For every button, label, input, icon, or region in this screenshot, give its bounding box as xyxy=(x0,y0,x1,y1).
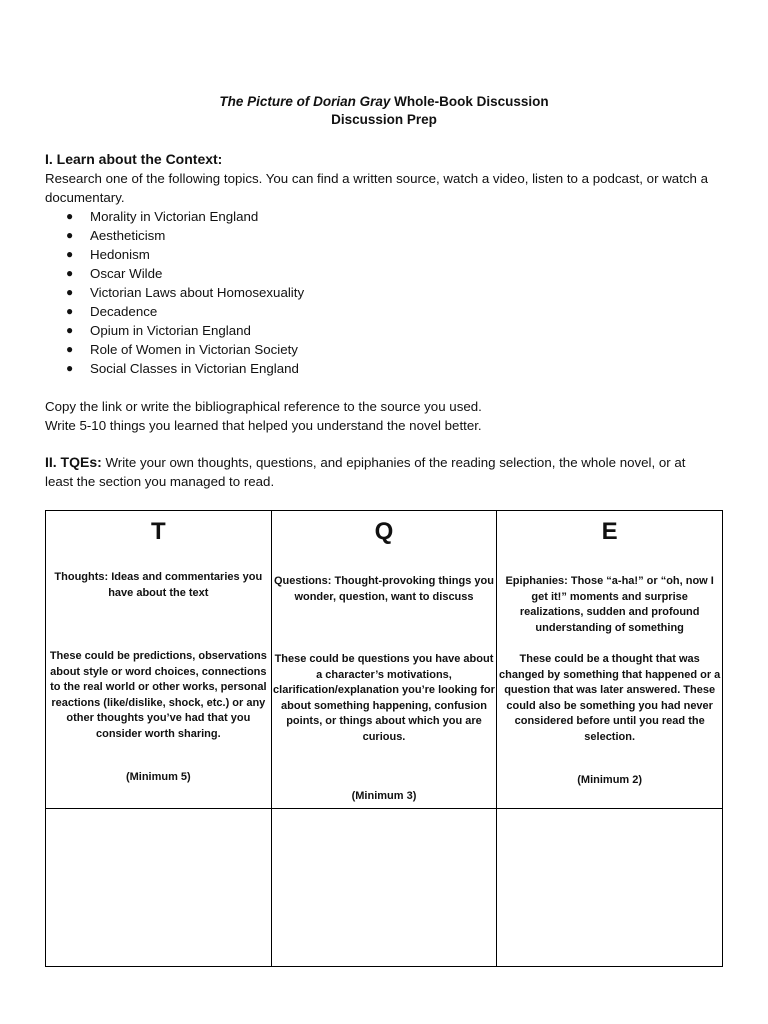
column-description: Epiphanies: Those “a-ha!” or “oh, now I get it!” moments and surprise realizations, sudden and profound understanding of something xyxy=(505,575,714,634)
bullet-icon: ● xyxy=(66,209,74,223)
column-description: Thoughts: Ideas and commentaries you have about the text xyxy=(54,571,263,599)
context-heading: I. Learn about the Context: xyxy=(45,151,223,167)
thoughts-answer-cell[interactable] xyxy=(46,809,272,967)
tqe-column-questions xyxy=(271,511,497,809)
column-letter: Q xyxy=(374,518,394,545)
list-item: ● Hedonism xyxy=(66,247,150,262)
questions-answer-cell[interactable] xyxy=(271,809,497,967)
bullet-icon: ● xyxy=(66,247,74,261)
title-line-1 xyxy=(0,93,768,111)
list-item: ● Role of Women in Victorian Society xyxy=(66,342,298,357)
bullet-icon: ● xyxy=(66,323,74,337)
table-answer-row xyxy=(46,809,723,967)
column-detail: These could be predictions, observations about style or word choices, connections to the real world or other works, personal reactions (like/dislike, shock, etc.) or any other thoughts you’ve had that you consider worth sharing. xyxy=(49,650,267,740)
list-item: ● Morality in Victorian England xyxy=(66,209,259,224)
document-title xyxy=(0,93,768,129)
column-letter: T xyxy=(150,518,166,545)
list-item: ● Aestheticism xyxy=(66,228,166,243)
column-detail: These could be questions you have about a character’s motivations, clarification/explanation you’re looking for about something happening, confusion points, or things about which you are curious. xyxy=(273,653,495,743)
tqe-heading: II. TQEs: xyxy=(45,454,102,470)
column-detail: These could be a thought that was changed by something that happened or a question that was later answered. These could also be something you had never considered before until you read the selection. xyxy=(499,653,721,743)
column-letter: E xyxy=(601,518,618,545)
list-item: ● Social Classes in Victorian England xyxy=(66,361,299,376)
list-item: ● Oscar Wilde xyxy=(66,266,163,281)
bullet-icon: ● xyxy=(66,342,74,356)
list-item: ● Victorian Laws about Homosexuality xyxy=(66,285,305,300)
tqe-intro: Write your own thoughts, questions, and epiphanies of the reading selection, the whole novel, or at least the section you managed to read. xyxy=(45,455,686,489)
list-item: ● Opium in Victorian England xyxy=(66,323,251,338)
tqe-section xyxy=(45,453,715,491)
bullet-icon: ● xyxy=(66,266,74,280)
epiphanies-answer-cell[interactable] xyxy=(497,809,723,967)
instruction-learned: Write 5-10 things you learned that helped you understand the novel better. xyxy=(45,418,482,433)
bullet-icon: ● xyxy=(66,228,74,242)
bullet-icon: ● xyxy=(66,304,74,318)
topic-list xyxy=(45,207,715,378)
title-line-2: Discussion Prep xyxy=(331,112,437,127)
column-minimum: (Minimum 5) xyxy=(125,771,191,783)
bullet-icon: ● xyxy=(66,285,74,299)
table-header-row xyxy=(46,511,723,809)
context-intro: Research one of the following topics. You can find a written source, watch a video, listen to a podcast, or watch a documentary. xyxy=(45,171,709,205)
column-minimum: (Minimum 3) xyxy=(351,790,417,802)
context-section xyxy=(45,150,715,378)
tqe-table xyxy=(45,510,723,967)
instruction-source: Copy the link or write the bibliographical reference to the source you used. xyxy=(45,399,482,414)
list-item: ● Decadence xyxy=(66,304,158,319)
tqe-column-epiphanies xyxy=(497,511,723,809)
bullet-icon: ● xyxy=(66,361,74,375)
title-rest: Whole-Book Discussion xyxy=(390,94,549,109)
tqe-column-thoughts xyxy=(46,511,272,809)
column-description: Questions: Thought-provoking things you wonder, question, want to discuss xyxy=(273,575,494,603)
column-minimum: (Minimum 2) xyxy=(577,774,643,786)
source-instructions xyxy=(45,397,715,435)
title-book-name: The Picture of Dorian Gray xyxy=(219,94,391,109)
